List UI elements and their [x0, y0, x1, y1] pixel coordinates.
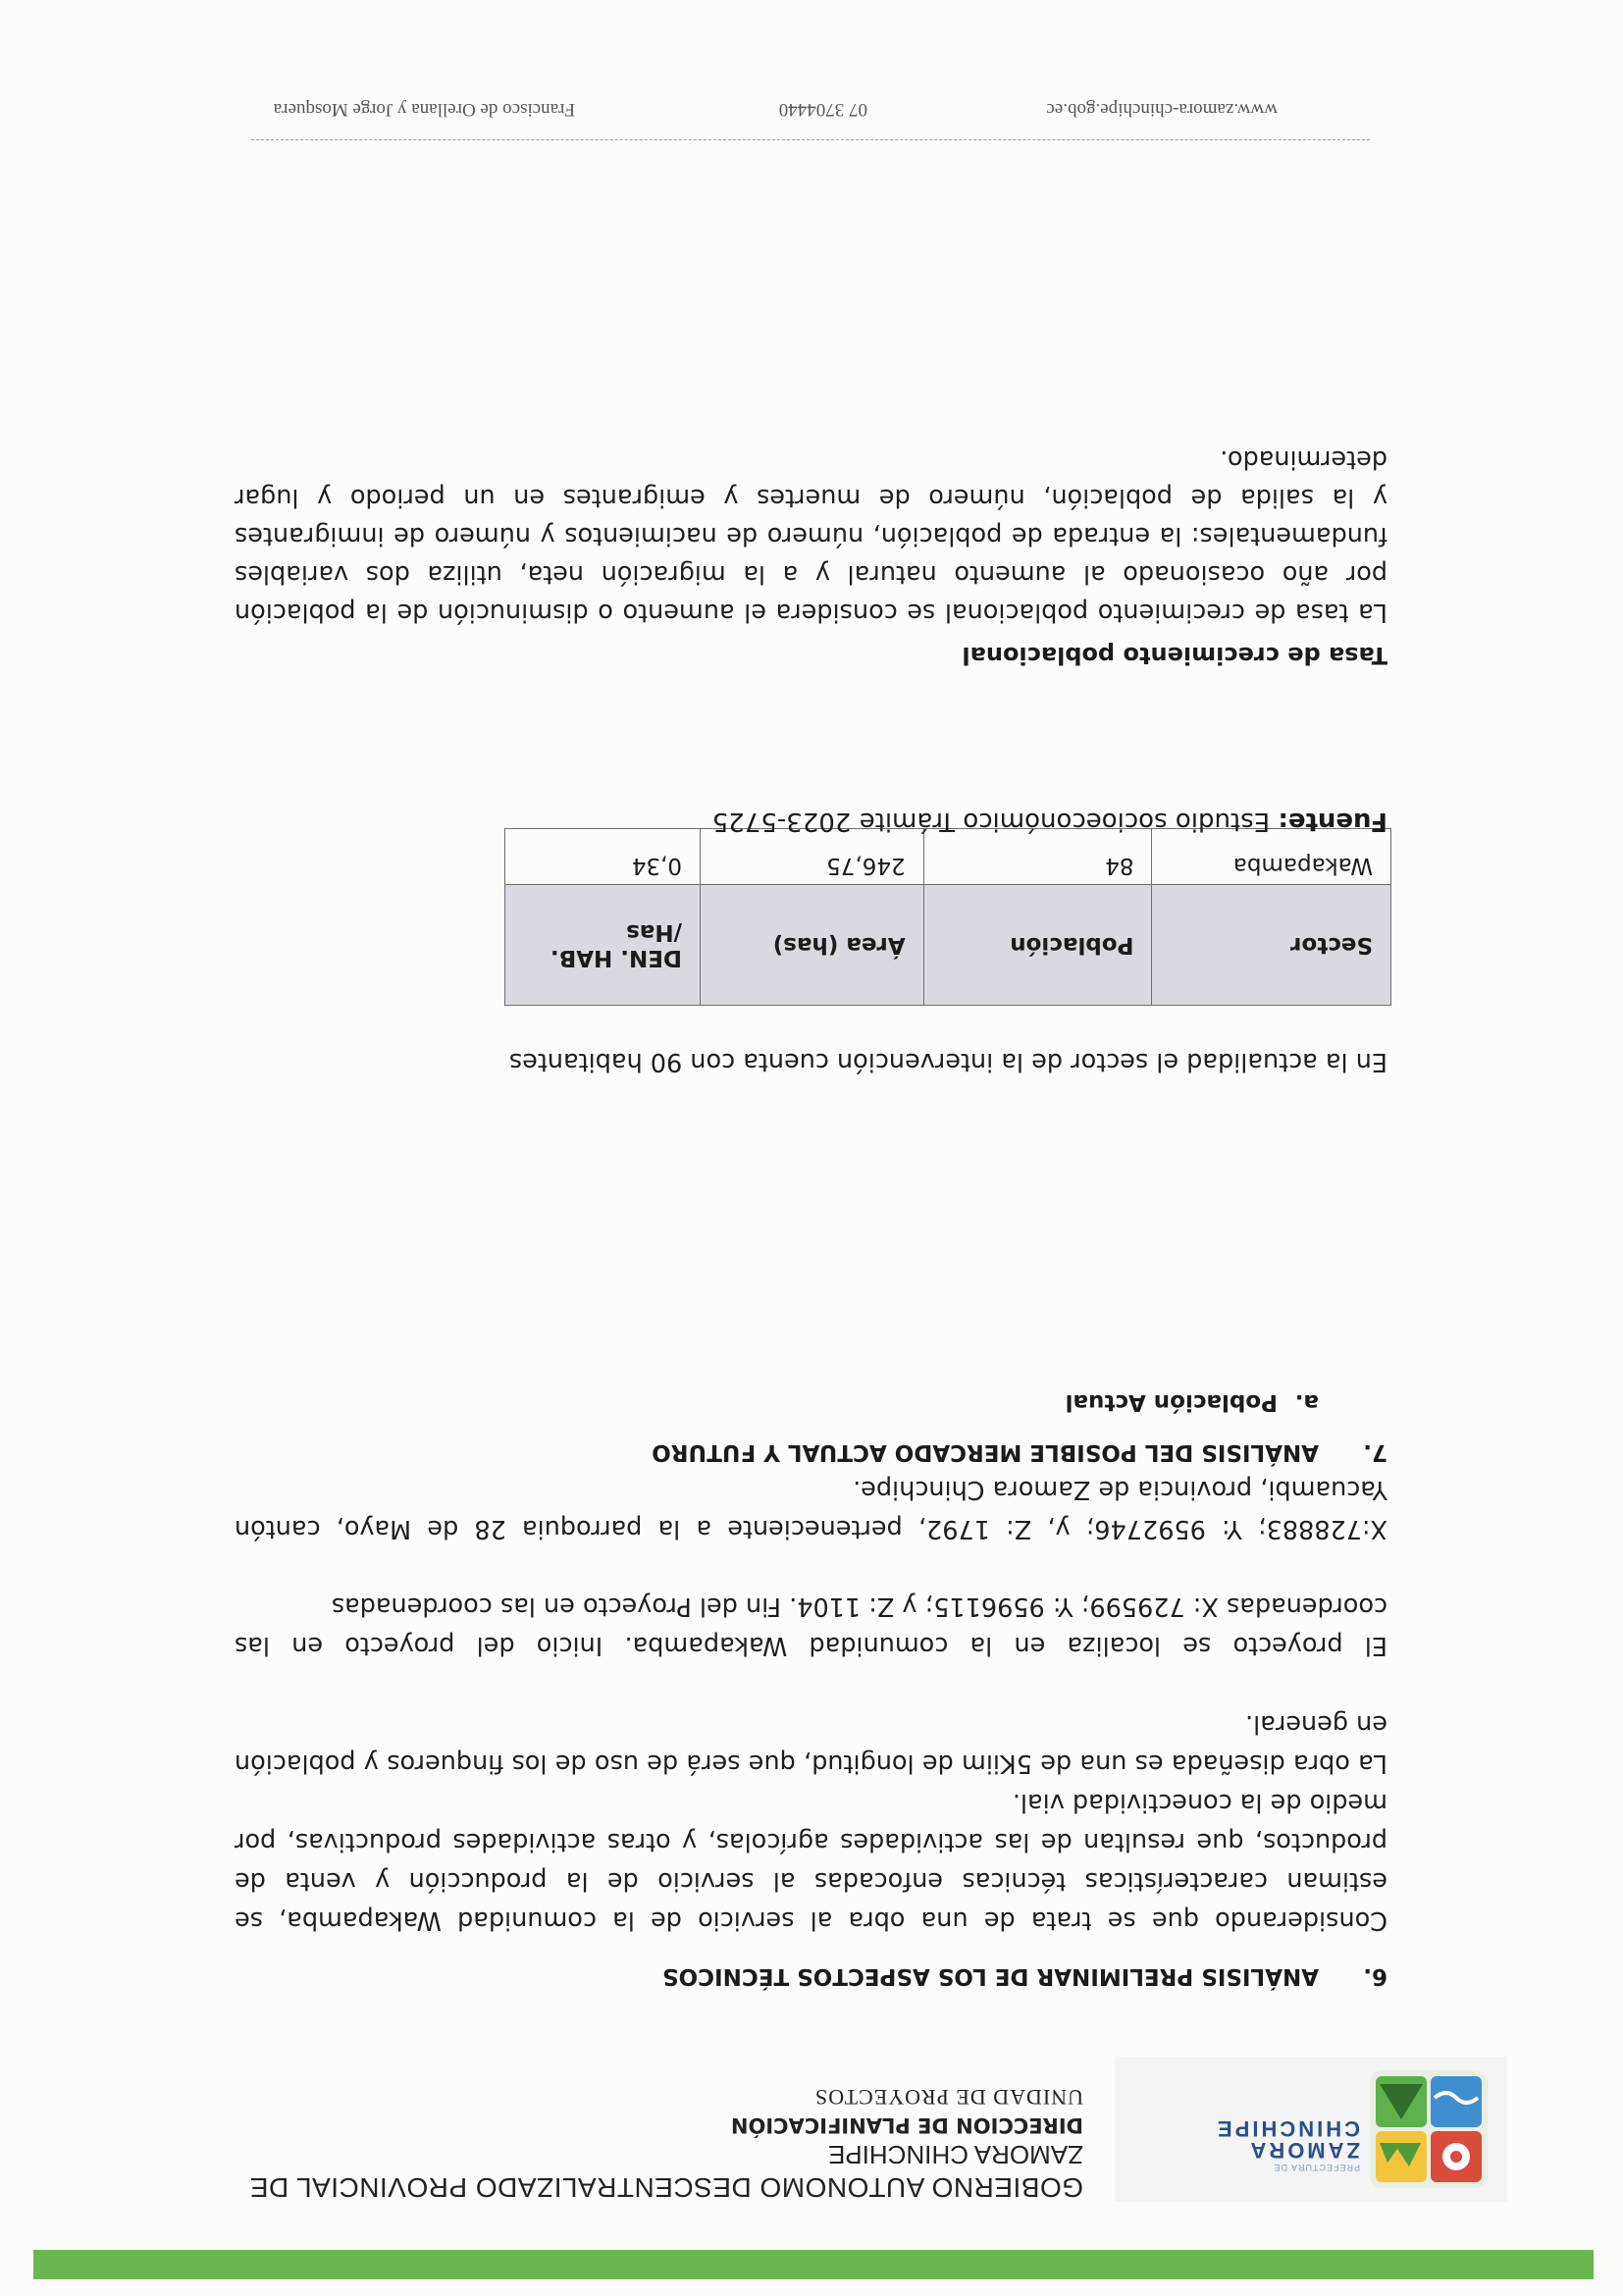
- source-text: Estudio socioeconómico Trámite 2023-5725: [711, 807, 1279, 836]
- source-label: Fuente:: [1278, 807, 1387, 836]
- header-green-bar: [33, 2250, 1594, 2279]
- section-6-paragraph-1: Considerando que se trata de una obra al servicio de la comunidad Wakapamba, se estiman características técnicas enfocadas al servicio de la producción y venta de productos, que resultan de las actividades agrícolas, y otras actividades productivas, por medio de la conectividad vial.: [235, 1788, 1387, 1935]
- logo-text: [1215, 2117, 1360, 2174]
- org-name-line1: GOBIERNO AUTONOMO DESCENTRALIZADO PROVINCIAL DE: [249, 2172, 1083, 2203]
- prefectura-logo: [1115, 2057, 1507, 2202]
- footer-divider: [251, 139, 1370, 140]
- section-7-number: 7.: [1363, 1439, 1387, 1465]
- section-6-paragraph-2: La obra diseñada es una de 5Kiim de longitud, que será de uso de los finqueros y población en general.: [235, 1709, 1387, 1778]
- table-cell-area: 246,75: [701, 829, 924, 885]
- subsection-a-heading: [1066, 1389, 1319, 1415]
- org-name-line2: ZAMORA CHINCHIPE: [827, 2140, 1083, 2169]
- table-header-poblacion: Población: [923, 885, 1152, 1006]
- department-name: DIRECCION DE PLANIFICACIÓN: [730, 2113, 1083, 2137]
- table-header-row: [505, 885, 1391, 1006]
- table-cell-poblacion: 84: [923, 829, 1152, 885]
- section-6-number: 6.: [1363, 1963, 1387, 1989]
- table-header-sector: Sector: [1152, 885, 1391, 1006]
- coat-of-arms-icon: [1366, 2066, 1492, 2192]
- footer-address: Francisco de Orellana y Jorge Mosquera: [273, 99, 575, 120]
- subsection-a-letter: a.: [1294, 1389, 1319, 1415]
- section-6-paragraph-4: X:728883; Y: 9592746; y, Z: 1792, perteneciente a la parroquia 28 de Mayo, cantón Yacuambi, provincia de Zamora Chinchipe.: [235, 1475, 1387, 1543]
- section-6-title: ANÁLISIS PRELIMINAR DE LOS ASPECTOS TÉCNICOS: [662, 1963, 1319, 1989]
- footer-phone: 07 3704440: [778, 99, 867, 120]
- logo-line-chinchipe: CHINCHIPE: [1214, 2116, 1360, 2141]
- table-row: [505, 829, 1391, 885]
- growth-rate-heading: Tasa de crecimiento poblacional: [962, 642, 1387, 669]
- section-7-title: ANÁLISIS DEL POSIBLE MERCADO ACTUAL Y FUTURO: [652, 1439, 1319, 1465]
- section-6-heading: [662, 1963, 1387, 1989]
- growth-rate-paragraph: La tasa de crecimiento poblacional se considera el aumento o disminución de la población por año ocasionado al aumento natural y a la migración neta, utiliza dos variables fundamentales: la entrada de población, número de nacimientos y número de inmigrantes y la salida de población, número de muertes y emigrantes en un periodo y lugar determinado.: [235, 444, 1387, 627]
- logo-top-text: PREFECTURA DE: [1273, 2163, 1360, 2172]
- subsection-a-text: En la actualidad el sector de la intervención cuenta con 90 habitantes: [508, 1047, 1387, 1076]
- logo-line-zamora: ZAMORA: [1247, 2138, 1360, 2163]
- letterhead: [249, 2084, 1083, 2203]
- subsection-a-title: Población Actual: [1065, 1389, 1278, 1415]
- section-7-heading: [652, 1439, 1387, 1465]
- unit-name: UNIDAD DE PROYECTOS: [813, 2085, 1083, 2110]
- table-cell-densidad: 0,34: [505, 829, 701, 885]
- table-header-area: Área (has): [701, 885, 924, 1006]
- table-header-densidad: DEN. HAB. /Has: [505, 885, 701, 1006]
- footer-website: www.zamora-chinchipe.gob.ec: [1046, 99, 1278, 120]
- table-source: [712, 807, 1387, 836]
- section-6-paragraph-3: El proyecto se localiza en la comunidad Wakapamba. Inicio del proyecto en las coordenadas X: 729599; Y: 9596115; y Z: 1104. Fin del Proyecto en las coordenadas: [235, 1592, 1387, 1660]
- population-table: [504, 828, 1391, 1006]
- table-cell-sector: Wakapamba: [1152, 829, 1391, 885]
